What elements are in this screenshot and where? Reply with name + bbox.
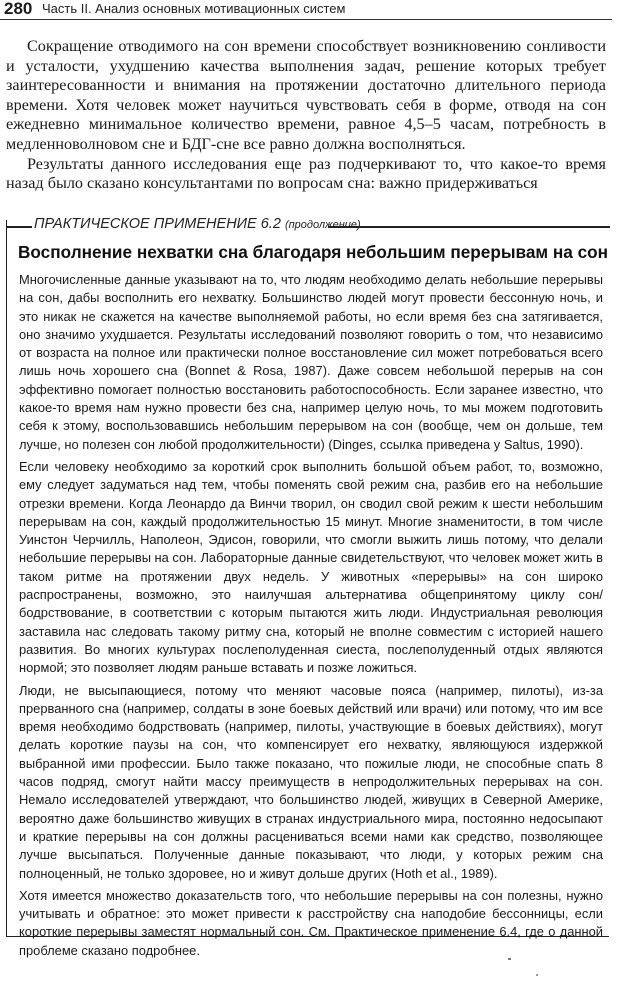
box-body [19,271,603,964]
box-paragraph-3: Люди, не высыпающиеся, потому что меняют часовые пояса (например, пилоты), из-за прерванного сна (например, солдаты в зоне боевых действий или врачи) или потому, что им все время необходимо бодрствовать (например, пилоты, участвующие в боевых действиях), могут делать короткие паузы на сон, что компенсирует его нехватку, являющуюся издержкой выбранной ими профессии. Было также показано, что пожилые люди, не способные спать 8 часов подряд, смогут найти массу преимуществ в непродолжительных перерывах на сон. Немало исследователей утверждают, что большинство людей, живущих в Северной Америке, вероятно даже большинство живущих в странах индустриального мира, постоянно недосыпают и краткие перерывы на сон должны расцениваться всеми нами как средство, позволяющее лучше высыпаться. Полученные данные показывают, что люди, у которых режим сна полноценный, не только здоровее, но и живут дольше других (Hoth et al., 1989). [19,682,603,881]
main-text [6,37,606,194]
box-label-note: (продолжение) [284,219,361,231]
box-paragraph-4: Хотя имеется множество доказательств того, что небольшие перерывы на сон полезны, нужно учитывать и обратное: это может привести к расстройству сна наподобие бессонницы, если короткие перерывы заместят нормальный сон. См. Практическое применение 6.4, где о данной проблеме сказано подробнее. [19,887,603,958]
page-header [0,0,620,22]
box-label-text: ПРАКТИЧЕСКОЕ ПРИМЕНЕНИЕ 6.2 [34,216,281,232]
box-paragraph-2: Если человеку необходимо за короткий срок выполнить большой объем работ, то, возможно, ему следует задуматься над тем, чтобы поменять свой режим сна, разбив его на небольшие отрезки времени. Когда Леонардо да Винчи творил, он сводил свой режим к шести небольшим перерывам на сон, каждый продолжительностью 15 минут. Многие знаменитости, в том числе Уинстон Черчилль, Наполеон, Эдисон, говорили, что смогли выжить лишь потому, что делали небольшие перерывы на сон. Лабораторные данные свидетельствуют, что человек может жить в таком ритме на протяжении двух недель. У животных «перерывы» на сон широко распространены, возможно, это наилучшая альтернатива общепринятому циклу сон/бодрствование, в соответствии с которым пытаются жить люди. Индустриальная революция заставила нас следовать такому ритму сна, который не вполне совместим с историей нашего развития. Во многих культурах послеполуденная сиеста, послеполуденный отдых являются нормой; это позволяет людям раньше вставать и позже ложиться. [19,458,603,676]
scan-speck [508,958,511,960]
running-title: Часть II. Анализ основных мотивационных систем [42,1,346,16]
header-rule [0,19,612,20]
box-title: Восполнение нехватки сна благодаря небольшим перерывам на сон [18,242,609,262]
page-number: 280 [4,0,33,18]
scan-speck [536,974,538,976]
main-paragraph-2: Результаты данного исследования еще раз подчеркивают то, что какое-то время назад было сказано консультантами по вопросам сна: важно придерживаться [6,154,606,193]
box-paragraph-1: Многочисленные данные указывают на то, что людям необходимо делать небольшие перерывы на сон, дабы восполнить его нехватку. Большинство людей могут провести бессонную ночь, и это никак не скажется на качестве выполняемой работы, но если время без сна затягивается, оно значимо ухудшается. Результаты исследований позволяют говорить о том, что независимо от возраста на полное или практически полное восстановление сил может потребоваться всего лишь ночь хорошего сна (Bonnet & Rosa, 1987). Даже совсем небольшой перерыв на сон эффективно помогает полностью восстановить работоспособность. Если заранее известно, что какое-то время нам нужно провести без сна, например целую ночь, то мы можем подготовить себя к этому, воспользовавшись небольшим перерывом на сон (вообще, чем он дольше, тем лучше, но полезен сон любой продолжительности) (Dinges, ссылка приведена у Saltus, 1990). [19,272,603,452]
main-paragraph-1: Сокращение отводимого на сон времени способствует возникновению сонливости и усталости, ухудшению качества выполнения задач, решение которых требует заинтересованности и внимания на протяжении достаточно длительного периода времени. Хотя человек может научиться чувствовать себя в форме, отводя на сон ежедневно минимальное количество времени, равное 4,5–5 часам, потребность в медленноволновом сне и БДГ-сне все равно должна восполняться. [6,37,606,153]
